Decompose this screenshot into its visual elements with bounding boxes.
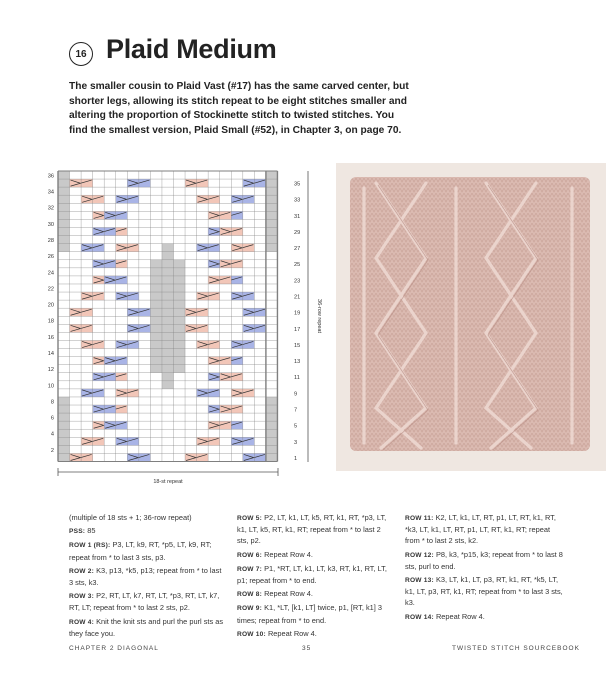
purl-cell bbox=[162, 349, 174, 357]
purl-cell bbox=[58, 453, 70, 461]
footer-page-number: 35 bbox=[302, 645, 312, 652]
purl-cell bbox=[58, 219, 70, 227]
instruction-text: Repeat Row 4. bbox=[264, 549, 313, 559]
purl-cell bbox=[58, 413, 70, 421]
row-label-right: 25 bbox=[294, 262, 301, 269]
purl-cell bbox=[162, 276, 174, 284]
instructions-column-3 bbox=[405, 512, 565, 625]
instruction-text: P2, LT, k1, LT, k5, RT, k1, RT, *p3, LT, k1, LT, k5, RT, k1, RT; repeat from * to last 2 sts, p2. bbox=[237, 513, 387, 546]
instruction-text: K3, p13, *k5, p13; repeat from * to last 3 sts, k3. bbox=[69, 565, 222, 588]
purl-cell bbox=[162, 300, 174, 308]
row-label-right: 13 bbox=[294, 359, 301, 366]
instruction-row bbox=[69, 539, 227, 562]
purl-cell bbox=[174, 284, 186, 292]
row-repeat-label: 36-row repeat bbox=[316, 299, 322, 333]
purl-cell bbox=[162, 340, 174, 348]
row-label-right: 31 bbox=[294, 213, 301, 220]
instruction-row bbox=[405, 549, 565, 572]
row-label-right: 29 bbox=[294, 229, 301, 236]
purl-cell bbox=[150, 300, 162, 308]
purl-cell bbox=[162, 381, 174, 389]
purl-cell bbox=[58, 445, 70, 453]
row-label-left: 8 bbox=[50, 399, 54, 406]
purl-cell bbox=[150, 349, 162, 357]
instruction-row bbox=[405, 611, 565, 623]
purl-cell bbox=[266, 203, 278, 211]
row-label-left: 14 bbox=[47, 350, 54, 357]
instruction-text: K3, LT, k1, LT, p3, RT, k1, RT, *k5, LT, k1, LT, p3, RT, k1, RT; repeat from * to last 3 sts, k3. bbox=[405, 575, 563, 608]
purl-cell bbox=[58, 437, 70, 445]
instruction-text: Repeat Row 4. bbox=[267, 628, 317, 638]
row-label-right: 23 bbox=[294, 278, 301, 285]
instruction-label: ROW 9: bbox=[237, 605, 263, 613]
purl-cell bbox=[174, 300, 186, 308]
instruction-text: P3, LT, k9, RT, *p5, LT, k9, RT; repeat from * to last 3 sts, p3. bbox=[69, 540, 212, 562]
instruction-text: K2, LT, k1, LT, RT, p1, LT, RT, k1, RT, *k3, LT, k1, LT, RT, p1, LT, RT, k1, RT; repeat from * to last 2 sts, k2. bbox=[405, 513, 556, 546]
purl-cell bbox=[266, 453, 278, 461]
instruction-label: ROW 10: bbox=[237, 630, 266, 638]
instruction-text: K1, *LT, [k1, LT] twice, p1, [RT, k1] 3 times; repeat from * to end. bbox=[237, 603, 382, 625]
purl-cell bbox=[174, 292, 186, 300]
row-label-left: 32 bbox=[47, 205, 54, 212]
instruction-label: PSS: bbox=[69, 528, 86, 536]
purl-cell bbox=[58, 187, 70, 195]
purl-cell bbox=[58, 171, 70, 179]
purl-cell bbox=[58, 405, 70, 413]
row-label-left: 4 bbox=[50, 431, 54, 438]
purl-cell bbox=[174, 308, 186, 316]
row-label-left: 28 bbox=[47, 238, 54, 245]
footer-book-title: TWISTED STITCH SOURCEBOOK bbox=[452, 645, 580, 652]
row-label-left: 36 bbox=[47, 173, 54, 180]
purl-cell bbox=[174, 332, 186, 340]
row-label-left: 30 bbox=[47, 221, 54, 228]
pattern-number: 16 bbox=[75, 48, 87, 60]
purl-cell bbox=[58, 211, 70, 219]
purl-cell bbox=[266, 236, 278, 244]
instruction-row bbox=[405, 574, 565, 609]
row-label-left: 20 bbox=[47, 302, 54, 309]
instruction-row bbox=[69, 616, 227, 639]
purl-cell bbox=[266, 405, 278, 413]
purl-cell bbox=[174, 365, 186, 373]
row-label-left: 34 bbox=[47, 189, 54, 196]
purl-cell bbox=[174, 324, 186, 332]
instruction-row bbox=[237, 602, 393, 625]
purl-cell bbox=[162, 324, 174, 332]
row-label-left: 6 bbox=[50, 415, 54, 422]
row-label-right: 19 bbox=[294, 310, 301, 317]
instruction-row bbox=[237, 549, 393, 561]
purl-cell bbox=[58, 421, 70, 429]
purl-cell bbox=[150, 276, 162, 284]
purl-cell bbox=[162, 308, 174, 316]
purl-cell bbox=[150, 365, 162, 373]
purl-cell bbox=[162, 316, 174, 324]
purl-cell bbox=[266, 421, 278, 429]
row-label-right: 35 bbox=[294, 181, 301, 188]
instruction-label: ROW 6: bbox=[237, 551, 263, 559]
purl-cell bbox=[162, 260, 174, 268]
purl-cell bbox=[150, 268, 162, 276]
purl-cell bbox=[58, 429, 70, 437]
instruction-row bbox=[69, 525, 227, 537]
instruction-row bbox=[405, 512, 565, 547]
purl-cell bbox=[58, 236, 70, 244]
row-label-right: 21 bbox=[294, 294, 301, 301]
purl-cell bbox=[266, 211, 278, 219]
row-label-right: 3 bbox=[294, 439, 298, 446]
purl-cell bbox=[174, 260, 186, 268]
purl-cell bbox=[162, 357, 174, 365]
purl-cell bbox=[174, 268, 186, 276]
purl-cell bbox=[266, 397, 278, 405]
purl-cell bbox=[162, 252, 174, 260]
row-label-left: 16 bbox=[47, 334, 54, 341]
purl-cell bbox=[58, 227, 70, 235]
instruction-label: ROW 1 (RS): bbox=[69, 542, 111, 550]
instruction-row bbox=[237, 628, 393, 640]
purl-cell bbox=[266, 429, 278, 437]
instruction-row bbox=[237, 563, 393, 586]
page-title: Plaid Medium bbox=[106, 34, 277, 64]
swatch-photo bbox=[336, 163, 606, 471]
instruction-label: ROW 8: bbox=[237, 591, 263, 599]
instruction-row bbox=[237, 512, 393, 547]
purl-cell bbox=[266, 187, 278, 195]
instruction-label: ROW 11: bbox=[405, 515, 434, 522]
purl-cell bbox=[266, 445, 278, 453]
purl-cell bbox=[150, 284, 162, 292]
stitch-repeat-label: 18-st repeat bbox=[153, 479, 183, 485]
purl-cell bbox=[266, 437, 278, 445]
row-label-right: 33 bbox=[294, 197, 301, 204]
purl-cell bbox=[266, 195, 278, 203]
row-label-right: 5 bbox=[294, 423, 298, 430]
purl-cell bbox=[162, 292, 174, 300]
intro-paragraph: The smaller cousin to Plaid Vast (#17) has the same carved center, but shorter legs, allowing its stitch repeat to be eight stitches smaller and altering the proportion of Stockinette stitch to twisted stitches. You find the smallest version, Plaid Small (#52), in Chapter 3, on page 70. bbox=[69, 81, 409, 136]
purl-cell bbox=[150, 357, 162, 365]
instruction-label: ROW 13: bbox=[405, 577, 434, 585]
purl-cell bbox=[162, 332, 174, 340]
purl-cell bbox=[150, 340, 162, 348]
purl-cell bbox=[162, 284, 174, 292]
knitted-swatch-image bbox=[336, 163, 606, 471]
purl-cell bbox=[174, 316, 186, 324]
purl-cell bbox=[162, 244, 174, 252]
row-label-right: 27 bbox=[294, 246, 301, 253]
row-label-right: 7 bbox=[294, 407, 298, 414]
chart-grid bbox=[58, 171, 277, 462]
purl-cell bbox=[266, 219, 278, 227]
purl-cell bbox=[150, 292, 162, 300]
purl-cell bbox=[266, 244, 278, 252]
purl-cell bbox=[174, 276, 186, 284]
purl-cell bbox=[58, 179, 70, 187]
purl-cell bbox=[162, 373, 174, 381]
purl-cell bbox=[266, 179, 278, 187]
instruction-label: ROW 3: bbox=[69, 593, 95, 601]
purl-cell bbox=[266, 227, 278, 235]
row-label-right: 15 bbox=[294, 342, 301, 349]
row-label-right: 11 bbox=[294, 375, 300, 382]
instructions-column-1 bbox=[69, 512, 227, 641]
purl-cell bbox=[174, 349, 186, 357]
instruction-label: ROW 2: bbox=[69, 567, 95, 575]
purl-cell bbox=[266, 171, 278, 179]
instruction-row bbox=[69, 512, 227, 523]
instruction-text: 85 bbox=[87, 526, 96, 536]
purl-cell bbox=[162, 365, 174, 373]
instruction-label: ROW 7: bbox=[237, 565, 263, 573]
instruction-label: ROW 12: bbox=[405, 551, 434, 559]
purl-cell bbox=[58, 397, 70, 405]
row-label-left: 18 bbox=[47, 318, 54, 325]
purl-cell bbox=[266, 413, 278, 421]
row-label-left: 2 bbox=[50, 447, 54, 454]
row-label-right: 1 bbox=[294, 455, 298, 462]
purl-cell bbox=[58, 244, 70, 252]
row-label-left: 24 bbox=[47, 270, 54, 277]
instruction-label: ROW 5: bbox=[237, 515, 263, 522]
row-label-left: 12 bbox=[47, 367, 54, 374]
purl-cell bbox=[174, 340, 186, 348]
instruction-row bbox=[69, 590, 227, 613]
row-label-right: 9 bbox=[294, 391, 298, 398]
footer-chapter: CHAPTER 2 DIAGONAL bbox=[69, 645, 159, 652]
purl-cell bbox=[150, 260, 162, 268]
purl-cell bbox=[58, 203, 70, 211]
instructions-column-2 bbox=[237, 512, 393, 642]
instruction-text: Knit the knit sts and purl the purl sts as they face you. bbox=[69, 616, 224, 638]
purl-cell bbox=[174, 357, 186, 365]
purl-cell bbox=[150, 316, 162, 324]
purl-cell bbox=[150, 308, 162, 316]
instruction-text: P2, RT, LT, k7, RT, LT, *p3, RT, LT, k7, RT, LT; repeat from * to last 2 sts, p2. bbox=[69, 591, 220, 613]
instruction-text: P8, k3, *p15, k3; repeat from * to last 8 sts, purl to end. bbox=[405, 549, 563, 571]
purl-cell bbox=[150, 324, 162, 332]
instruction-row bbox=[69, 565, 227, 588]
row-label-left: 10 bbox=[47, 383, 54, 390]
purl-cell bbox=[58, 195, 70, 203]
row-label-left: 22 bbox=[47, 286, 54, 293]
row-label-left: 26 bbox=[47, 254, 54, 261]
instruction-text: Repeat Row 4. bbox=[435, 611, 485, 621]
instruction-text: (multiple of 18 sts + 1; 36-row repeat) bbox=[69, 513, 192, 522]
instruction-label: ROW 14: bbox=[405, 613, 434, 621]
instruction-row bbox=[237, 588, 393, 600]
instruction-text: Repeat Row 4. bbox=[264, 589, 313, 599]
row-label-right: 17 bbox=[294, 326, 301, 333]
purl-cell bbox=[150, 332, 162, 340]
purl-cell bbox=[162, 268, 174, 276]
instruction-text: P1, *RT, LT, k1, LT, k3, RT, k1, RT, LT, p1; repeat from * to end. bbox=[237, 563, 387, 586]
instruction-label: ROW 4: bbox=[69, 618, 95, 626]
